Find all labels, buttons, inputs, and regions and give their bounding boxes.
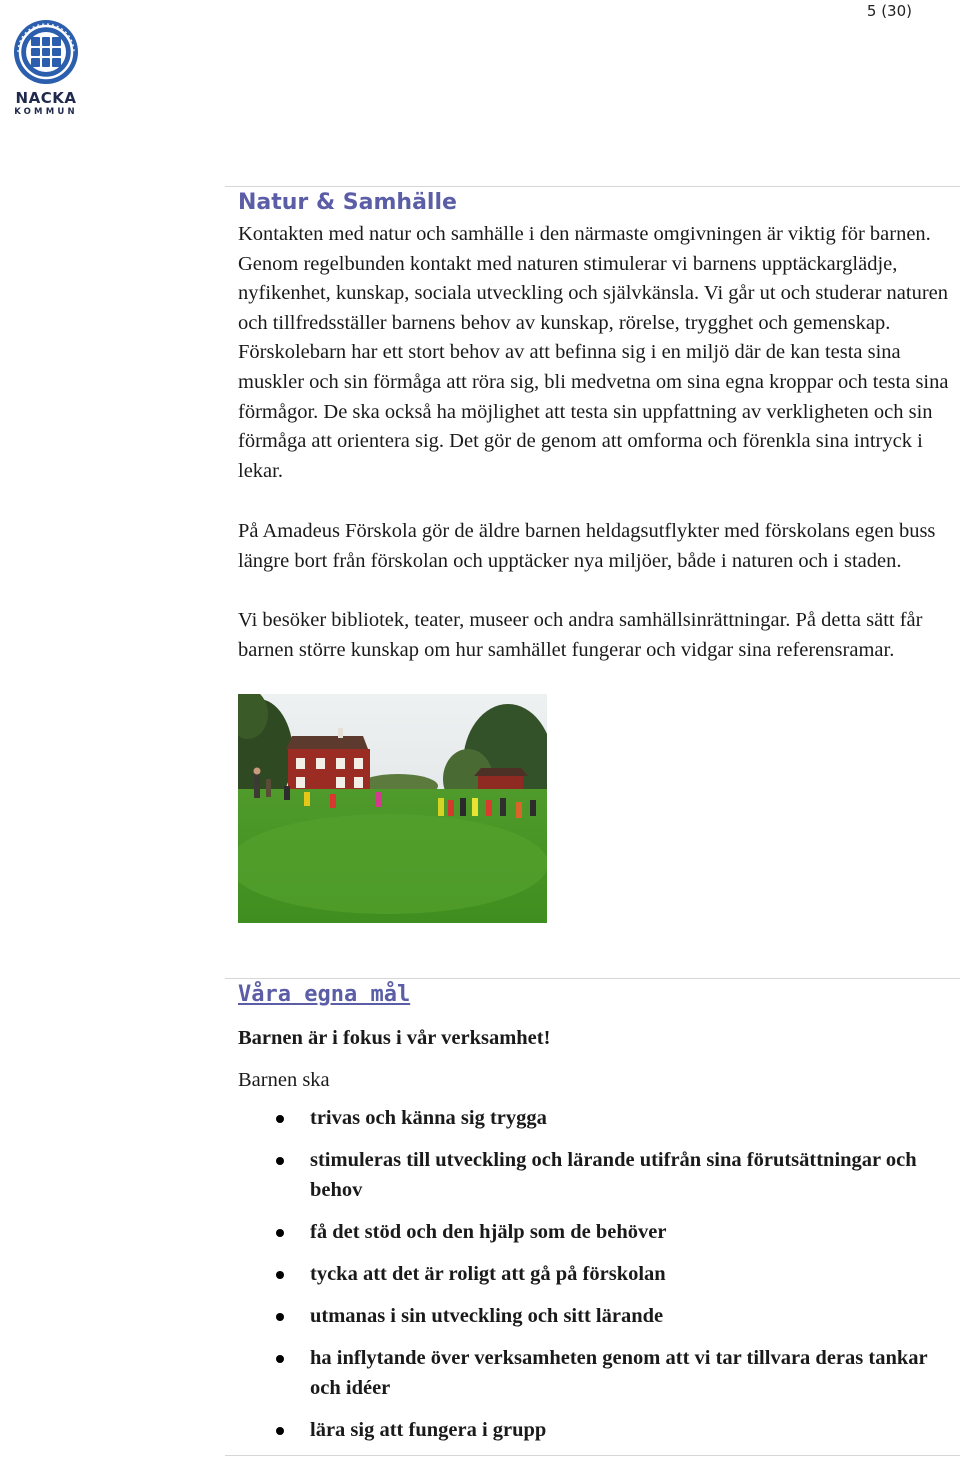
municipal-seal-icon: [10, 18, 82, 90]
goal-item: lära sig att fungera i grupp: [260, 1415, 940, 1445]
photo-image: [238, 694, 547, 923]
children-playing-photo: [238, 694, 547, 923]
goal-item: trivas och känna sig trygga: [260, 1103, 940, 1133]
paragraph-besok: Vi besöker bibliotek, teater, museer och andra samhällsinrättningar. På detta sätt får barnen större kunskap om hur samhället fungerar och vidgar sina referensramar.: [238, 609, 923, 661]
nacka-kommun-logo: [10, 18, 82, 120]
section-title-natur-samhalle: Natur & Samhälle: [238, 190, 457, 215]
section-title-vara-mal: Våra egna mål: [238, 982, 411, 1007]
logo-subtitle: KOMMUN: [14, 107, 78, 117]
goal-item: tycka att det är roligt att gå på förskolan: [260, 1259, 940, 1289]
logo-name: NACKA: [15, 89, 77, 107]
goal-item: stimuleras till utveckling och lärande utifrån sina förutsättningar och behov: [260, 1145, 940, 1205]
goal-item: utmanas i sin utveckling och sitt lärande: [260, 1301, 940, 1331]
goal-item: få det stöd och den hjälp som de behöver: [260, 1217, 940, 1247]
goals-intro: Barnen ska: [238, 1069, 330, 1091]
goals-list: [260, 1103, 940, 1445]
focus-statement: Barnen är i fokus i vår verksamhet!: [238, 1027, 551, 1049]
goal-item: ha inflytande över verksamheten genom att vi tar tillvara deras tankar och idéer: [260, 1343, 940, 1403]
section-divider: [225, 186, 960, 187]
paragraph-utflykter: På Amadeus Förskola gör de äldre barnen heldagsutflykter med förskolans egen buss längre bort från förskolan och upptäcker nya miljöer, både i naturen och i staden.: [238, 520, 936, 572]
footer-divider: [225, 1455, 960, 1456]
paragraph-natur-samhalle: Kontakten med natur och samhälle i den närmaste omgivningen är viktig för barnen. Genom regelbunden kontakt med naturen stimulerar vi barnens upptäckarglädje, nyfikenhet, kunskap, sociala utveckling och självkänsla. Vi går ut och studerar naturen och tillfredsställer barnens behov av kunskap, rörelse, trygghet och gemenskap. Förskolebarn har ett stort behov av att befinna sig i en miljö där de kan testa sina muskler och sin förmåga att röra sig, bli medvetna om sina egna kroppar och testa sina förmågor. De ska också ha möjlighet att testa sin uppfattning av verkligheten och sin förmåga att orientera sig. Det gör de genom att omforma och förenkla sina intryck i lekar.: [238, 223, 949, 482]
section-divider-2: [225, 978, 960, 979]
page-number: 5 (30): [866, 2, 912, 20]
